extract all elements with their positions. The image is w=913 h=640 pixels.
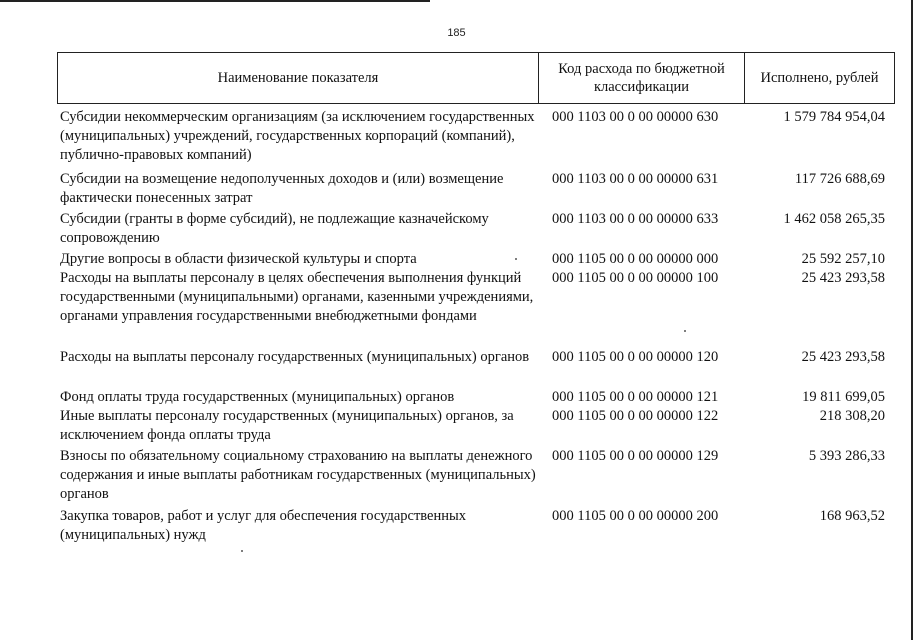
header-executed-amount: Исполнено, рублей: [760, 70, 879, 86]
row-amount: 1 462 058 265,35: [783, 211, 885, 227]
header-budget-code: Код расхода по бюджетной классификации: [539, 53, 745, 103]
row-name: Расходы на выплаты персоналу государственных (муниципальных) органов: [60, 349, 530, 365]
table-header: [57, 52, 895, 104]
row-code: 000 1105 00 0 00 00000 200: [552, 508, 719, 524]
row-code: 000 1105 00 0 00 00000 122: [552, 408, 719, 424]
scan-top-border: [0, 0, 430, 2]
row-code: 000 1103 00 0 00 00000 630: [552, 109, 719, 125]
row-name: Расходы на выплаты персоналу в целях обеспечения выполнения функций государственными (муниципальными) органами, казенными учреждениями, органами управления государственными внебюджетными фондами: [60, 270, 534, 324]
scan-speck: [684, 330, 686, 332]
row-name: Взносы по обязательному социальному страхованию на выплаты денежного содержания и иные выплаты работникам государственных (муниципальных) органов: [60, 448, 536, 502]
row-code: 000 1105 00 0 00 00000 100: [552, 270, 719, 286]
row-name: Иные выплаты персоналу государственных (муниципальных) органов, за исключением фонда оплаты труда: [60, 408, 514, 443]
row-name: Фонд оплаты труда государственных (муниципальных) органов: [60, 389, 455, 405]
header-indicator-name: Наименование показателя: [58, 53, 539, 103]
row-amount: 117 726 688,69: [794, 171, 885, 187]
row-name: Субсидии на возмещение недополученных доходов и (или) возмещение фактически понесенных затрат: [60, 171, 504, 206]
row-code: 000 1103 00 0 00 00000 631: [552, 171, 719, 187]
row-code: 000 1105 00 0 00 00000 000: [552, 251, 719, 267]
row-amount: 218 308,20: [819, 408, 885, 424]
row-code: 000 1105 00 0 00 00000 121: [552, 389, 719, 405]
page-number: 185: [447, 27, 466, 39]
row-name: Субсидии (гранты в форме субсидий), не подлежащие казначейскому сопровождению: [60, 211, 489, 246]
row-code: 000 1103 00 0 00 00000 633: [552, 211, 719, 227]
row-amount: 5 393 286,33: [808, 448, 885, 464]
row-code: 000 1105 00 0 00 00000 129: [552, 448, 719, 464]
row-amount: 25 423 293,58: [801, 270, 885, 286]
row-amount: 19 811 699,05: [802, 389, 885, 405]
row-name: Другие вопросы в области физической культуры и спорта: [60, 251, 417, 267]
row-code: 000 1105 00 0 00 00000 120: [552, 349, 719, 365]
row-amount: 25 423 293,58: [801, 349, 885, 365]
row-amount: 168 963,52: [819, 508, 885, 524]
row-amount: 1 579 784 954,04: [783, 109, 885, 125]
row-name: Закупка товаров, работ и услуг для обеспечения государственных (муниципальных) нужд: [60, 508, 467, 543]
scan-speck: [515, 258, 517, 260]
row-amount: 25 592 257,10: [801, 251, 885, 267]
scan-speck: [241, 550, 243, 552]
row-name: Субсидии некоммерческим организациям (за исключением государственных (муниципальных) учреждений, государственных корпораций (компаний), публично-правовых компаний): [60, 109, 535, 163]
